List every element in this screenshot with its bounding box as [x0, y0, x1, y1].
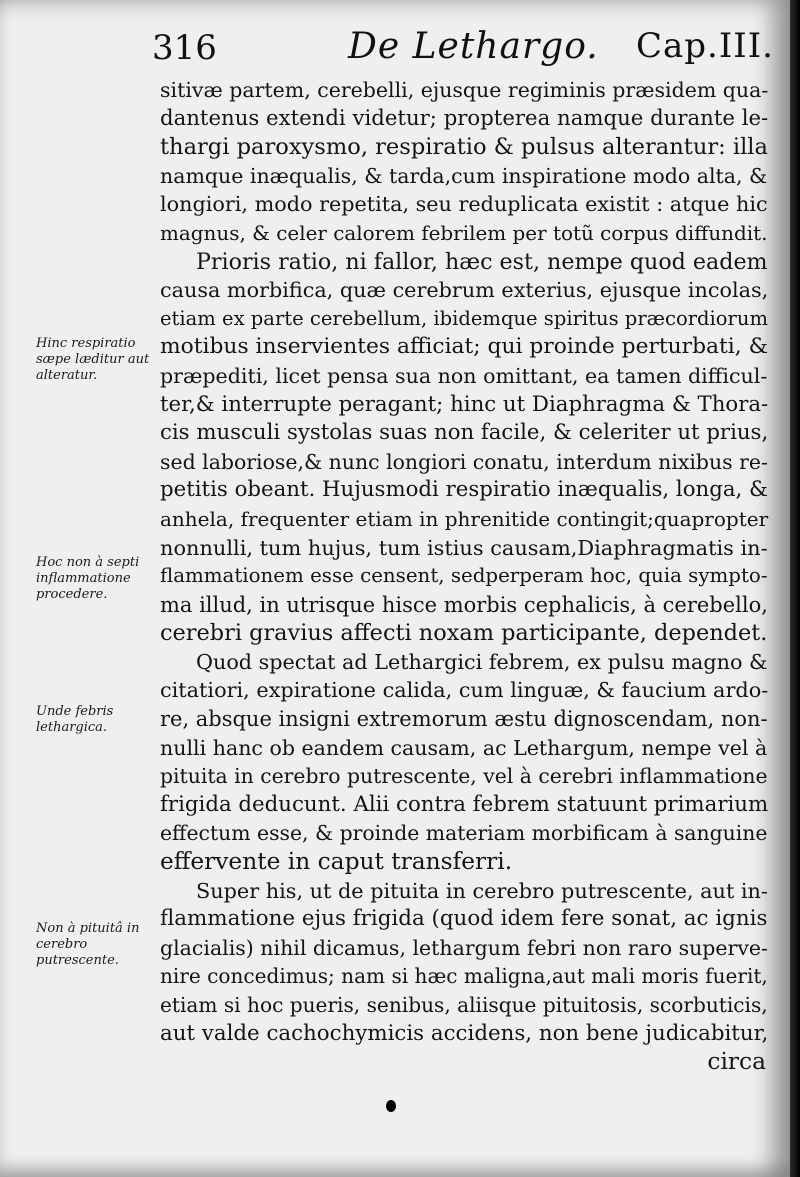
text-line: sed laboriose,& nunc longiori conatu, interdum nixibus re-: [160, 449, 768, 474]
text-line: aut valde cachochymicis accidens, non bene judicabitur,: [160, 1020, 769, 1046]
page-edge-shadow: [790, 0, 800, 1177]
text-line: pituita in cerebro putrescente, vel à cerebri inflammatione: [160, 764, 768, 789]
text-line: effectum esse, & proinde materiam morbificam à sanguine: [160, 821, 768, 846]
margin-note: Unde febris lethargica.: [36, 704, 114, 735]
text-line: longiori, modo repetita, seu reduplicata existit : atque hic: [160, 192, 768, 217]
text-line: effervente in caput transferri.: [160, 848, 513, 876]
text-line: sitivæ partem, cerebelli, ejusque regiminis præsidem qua-: [160, 78, 769, 102]
text-line: motibus inservientes afficiat; qui proinde perturbati, &: [160, 334, 768, 360]
page-header: [0, 28, 790, 78]
text-line: præpediti, licet pensa sua non omittant, ea tamen difficul-: [160, 363, 768, 388]
text-line: ma illud, in utrisque hisce morbis cephalicis, à cerebello,: [160, 592, 768, 617]
body-text: [160, 76, 768, 1077]
paragraph-start-line: Super his, ut de pituita in cerebro putrescente, aut in-: [196, 878, 768, 903]
text-line: anhela, frequenter etiam in phrenitide contingit;quapropter: [160, 506, 769, 531]
margin-note: Hinc respiratio sæpe læditur aut alteratur.: [36, 336, 150, 383]
text-line: cerebri gravius affecti noxam participante, dependet.: [160, 620, 768, 647]
text-line: frigida deducunt. Alii contra febrem statuunt primarium: [160, 791, 769, 817]
text-line: flammationem esse censent, sedperperam hoc, quia sympto-: [160, 564, 768, 588]
text-line: causa morbifica, quæ cerebrum exterius, ejusque incolas,: [160, 278, 769, 303]
paragraph-start-line: Quod spectat ad Lethargici febrem, ex pulsu magno &: [196, 649, 768, 674]
chapter-label: Cap.III.: [636, 26, 774, 66]
page-number: 316: [152, 28, 217, 68]
text-line: magnus, & celer calorem febrilem per totũ corpus diffundit.: [160, 220, 768, 245]
text-line: flammatione ejus frigida (quod idem fere sonat, ac ignis: [160, 906, 768, 932]
text-line: nire concedimus; nam si hæc maligna,aut mali moris fuerit,: [160, 964, 768, 989]
ink-mark: [386, 1100, 396, 1112]
text-line: glacialis) nihil dicamus, lethargum febri non raro superve-: [160, 935, 768, 960]
catchword: circa: [707, 1048, 766, 1076]
text-line: thargi paroxysmo, respiratio & pulsus alterantur: illa: [160, 134, 768, 161]
text-line: petitis obeant. Hujusmodi respiratio inæqualis, longa, &: [160, 477, 768, 503]
text-line: etiam ex parte cerebellum, ibidemque spiritus præcordiorum: [160, 306, 768, 330]
text-line: ter,& interrupte peragant; hinc ut Diaphragma & Thora-: [160, 391, 769, 417]
margin-note: Non à pituitâ in cerebro putrescente.: [36, 921, 140, 968]
text-line: nulli hanc ob eandem causam, ac Lethargum, nempe vel à: [160, 735, 768, 760]
text-line: etiam si hoc pueris, senibus, aliisque pituitosis, scorbuticis,: [160, 993, 768, 1017]
text-line: cis musculi systolas suas non facile, & celeriter ut prius,: [160, 420, 769, 446]
text-line: citatiori, expiratione calida, cum linguæ, & faucium ardo-: [160, 678, 769, 703]
running-title: De Lethargo.: [348, 26, 599, 67]
text-line: dantenus extendi videtur; propterea namque durante le-: [160, 105, 769, 131]
text-line: namque inæqualis, & tarda,cum inspiratione modo alta, &: [160, 163, 768, 188]
paragraph-start-line: Prioris ratio, ni fallor, hæc est, nempe quod eadem: [196, 248, 768, 275]
text-line: re, absque insigni extremorum æstu dignoscendam, non-: [160, 707, 768, 732]
margin-note: Hoc non à septi inflammatione procedere.: [36, 555, 140, 602]
text-line: nonnulli, tum hujus, tum istius causam,Diaphragmatis in-: [160, 535, 768, 560]
